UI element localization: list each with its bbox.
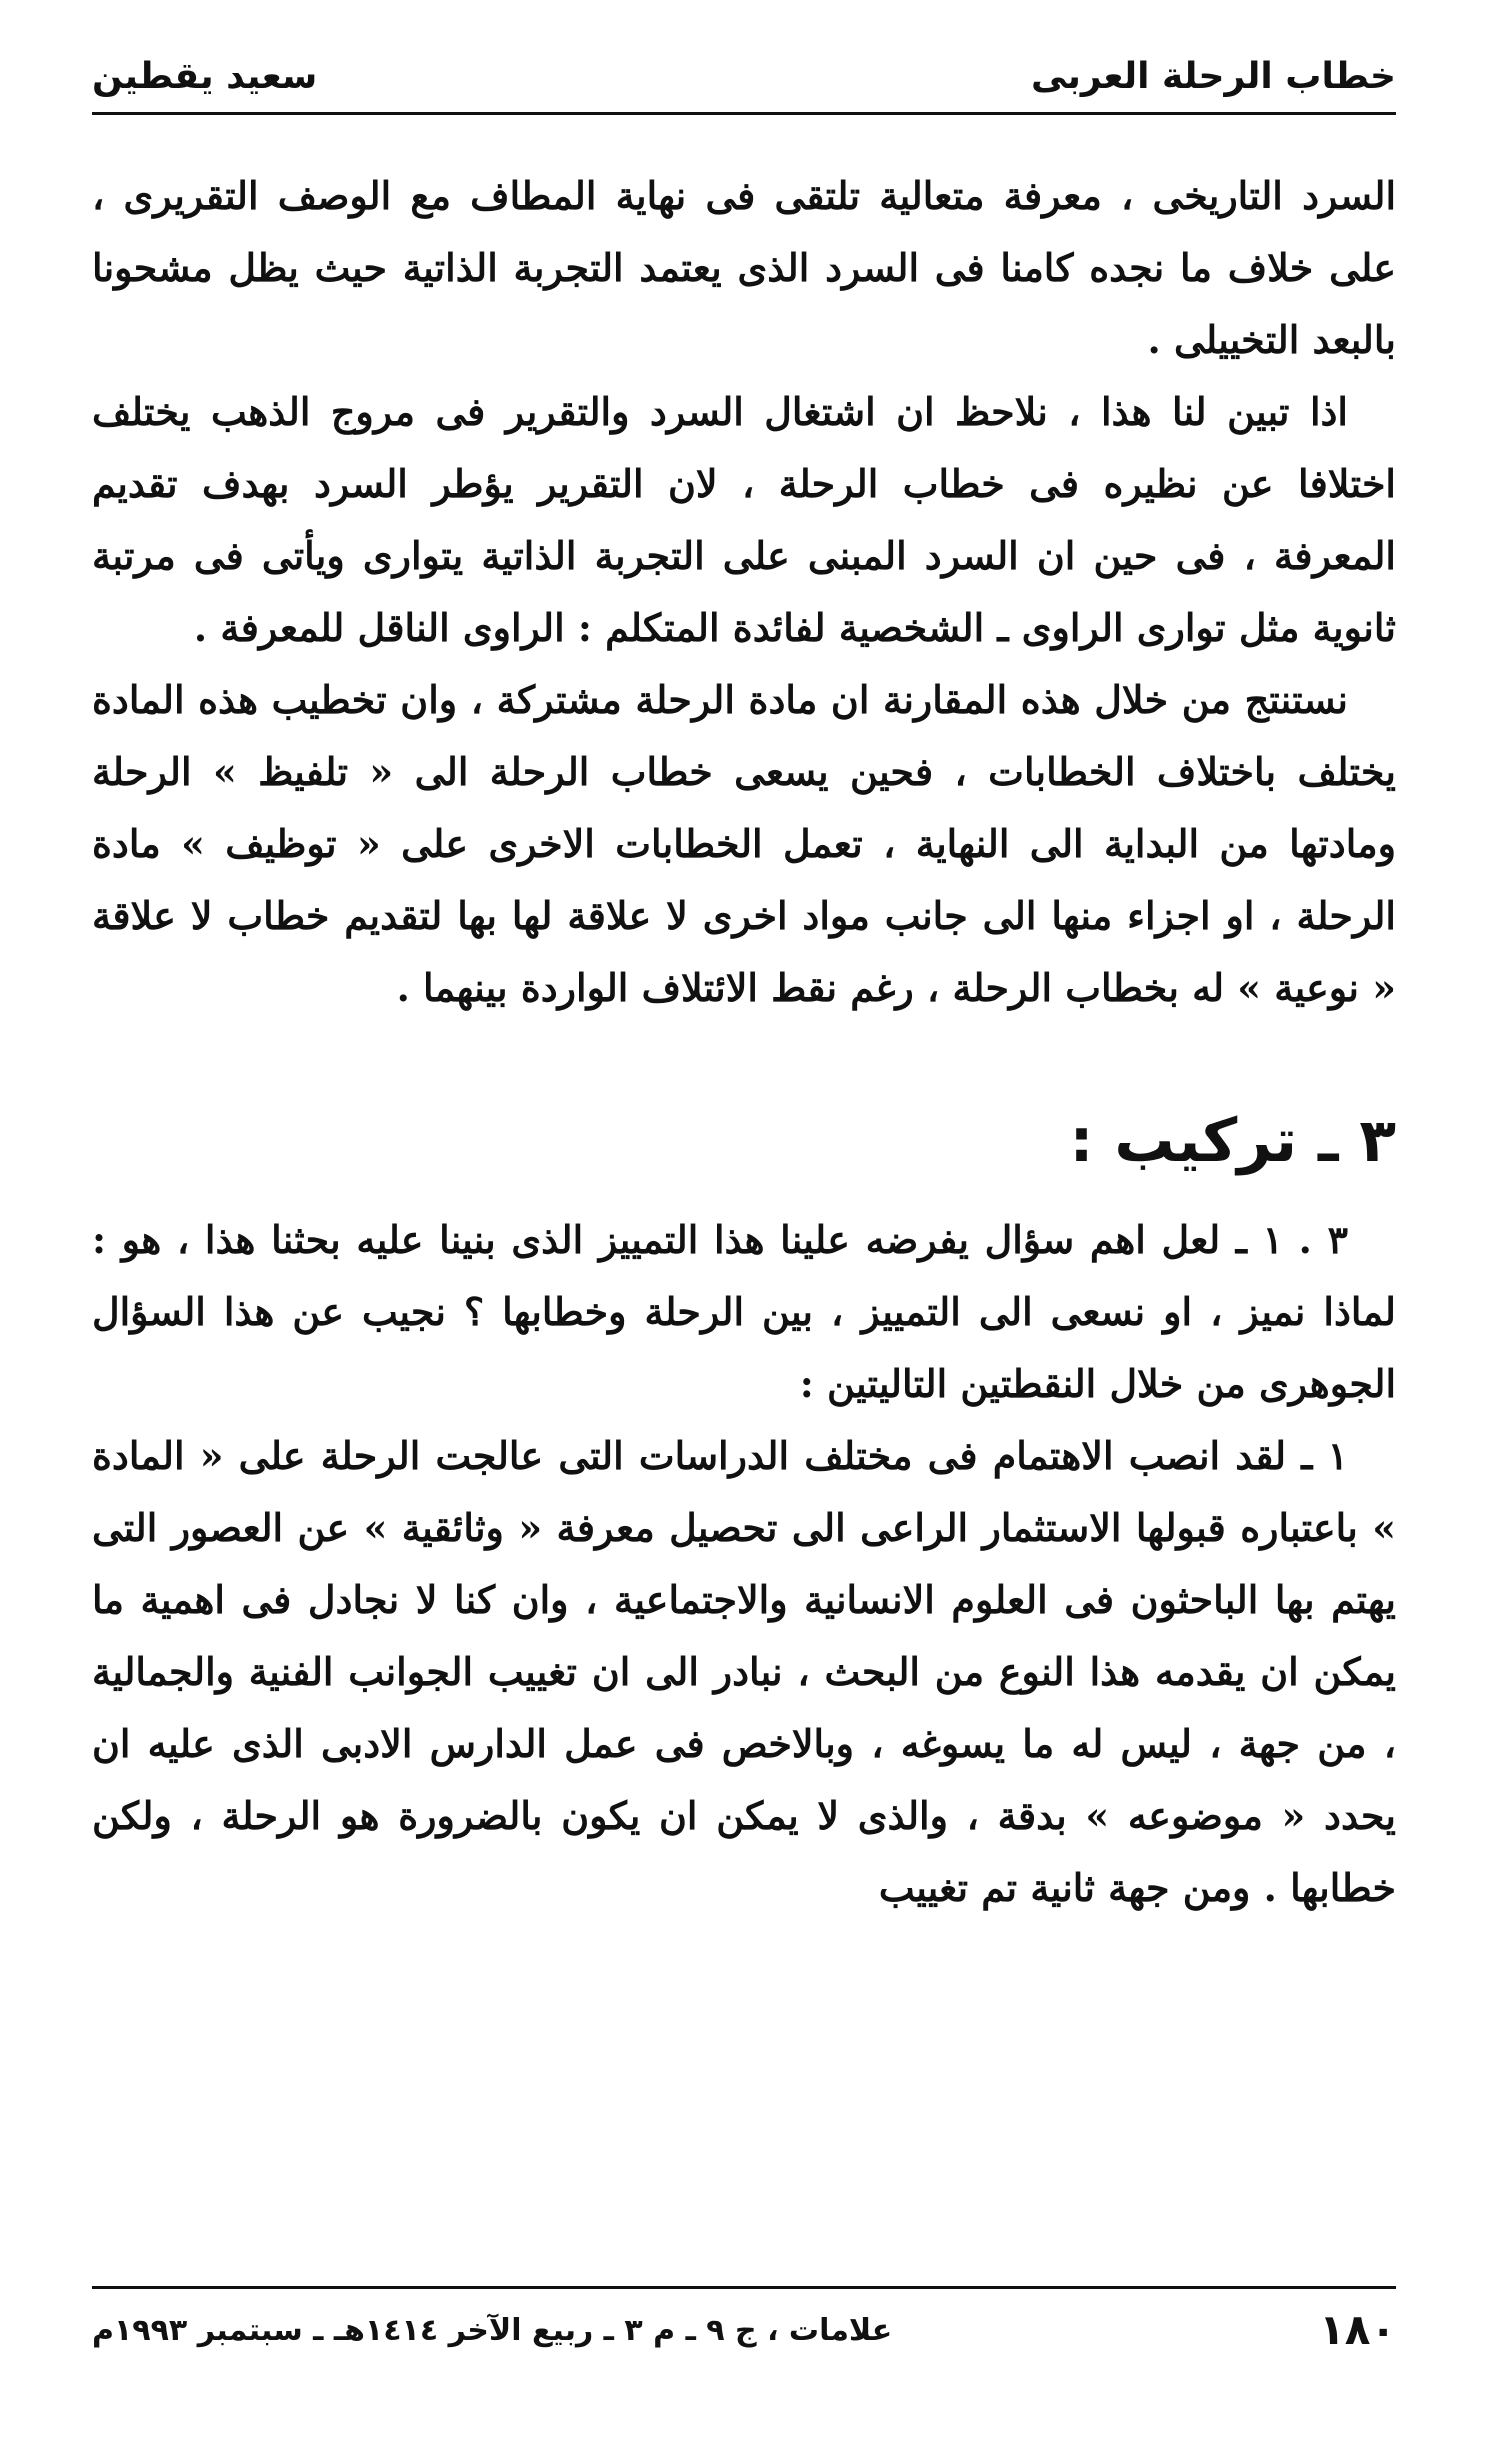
footer-divider bbox=[92, 2286, 1396, 2289]
journal-citation: علامات ، ج ٩ ـ م ٣ ـ ربيع الآخر ١٤١٤هـ ـ سبتمبر ١٩٩٣م bbox=[92, 2313, 893, 2348]
paragraph-3: نستنتج من خلال هذه المقارنة ان مادة الرحلة مشتركة ، وان تخطيب هذه المادة يختلف باختلاف الخطابات ، فحين يسعى خطاب الرحلة الى « تلفيظ » الرحلة ومادتها من البداية الى النهاية ، تعمل الخطابات الاخرى على « توظيف » مادة الرحلة ، او اجزاء منها الى جانب مواد اخرى لا علاقة لها بها لتقديم خطاب لا علاقة « نوعية » له بخطاب الرحلة ، رغم نقط الائتلاف الواردة بينهما . bbox=[92, 677, 1396, 1010]
paragraph-1: السرد التاريخى ، معرفة متعالية تلتقى فى نهاية المطاف مع الوصف التقريرى ، على خلاف ما نجده كامنا فى السرد الذى يعتمد التجربة الذاتية حيث يظل مشحونا بالبعد التخييلى . bbox=[92, 173, 1396, 362]
paragraph-5: ١ ـ لقد انصب الاهتمام فى مختلف الدراسات التى عالجت الرحلة على « المادة » باعتباره قبولها الاستثمار الراعى الى تحصيل معرفة « وثائقية » عن العصور التى يهتم بها الباحثون فى العلوم الانسانية والاجتماعية ، وان كنا لا نجادل فى اهمية ما يمكن ان يقدمه هذا النوع من البحث ، نبادر الى ان تغييب الجوانب الفنية والجمالية ، من جهة ، ليس له ما يسوغه ، وبالاخص فى عمل الدارس الادبى الذى عليه ان يحدد « موضوعه » بدقة ، والذى لا يمكن ان يكون بالضرورة هو الرحلة ، ولكن خطابها . ومن جهة ثانية تم تغييب bbox=[92, 1433, 1396, 1910]
page-footer bbox=[92, 2300, 1396, 2360]
header-title: خطاب الرحلة العربى bbox=[1030, 56, 1396, 97]
paragraph-2: اذا تبين لنا هذا ، نلاحظ ان اشتغال السرد والتقرير فى مروج الذهب يختلف اختلافا عن نظيره فى خطاب الرحلة ، لان التقرير يؤطر السرد بهدف تقديم المعرفة ، فى حين ان السرد المبنى على التجربة الذاتية يتوارى ويأتى فى مرتبة ثانوية مثل توارى الراوى ـ الشخصية لفائدة المتكلم : الراوى الناقل للمعرفة . bbox=[92, 389, 1396, 650]
header-author: سعيد يقطين bbox=[92, 56, 318, 97]
header-divider bbox=[92, 112, 1396, 115]
paragraph-4: ٣ . ١ ـ لعل اهم سؤال يفرضه علينا هذا التمييز الذى بنينا عليه بحثنا هذا ، هو : لماذا نميز ، او نسعى الى التمييز ، بين الرحلة وخطابها ؟ نجيب عن هذا السؤال الجوهرى من خلال النقطتين التاليتين : bbox=[92, 1217, 1396, 1406]
page-number: ١٨٠ bbox=[1319, 2305, 1396, 2354]
section-heading: ٣ ـ تركيب : bbox=[1069, 1106, 1396, 1176]
running-header bbox=[92, 52, 1396, 102]
body-text bbox=[92, 160, 1396, 1924]
